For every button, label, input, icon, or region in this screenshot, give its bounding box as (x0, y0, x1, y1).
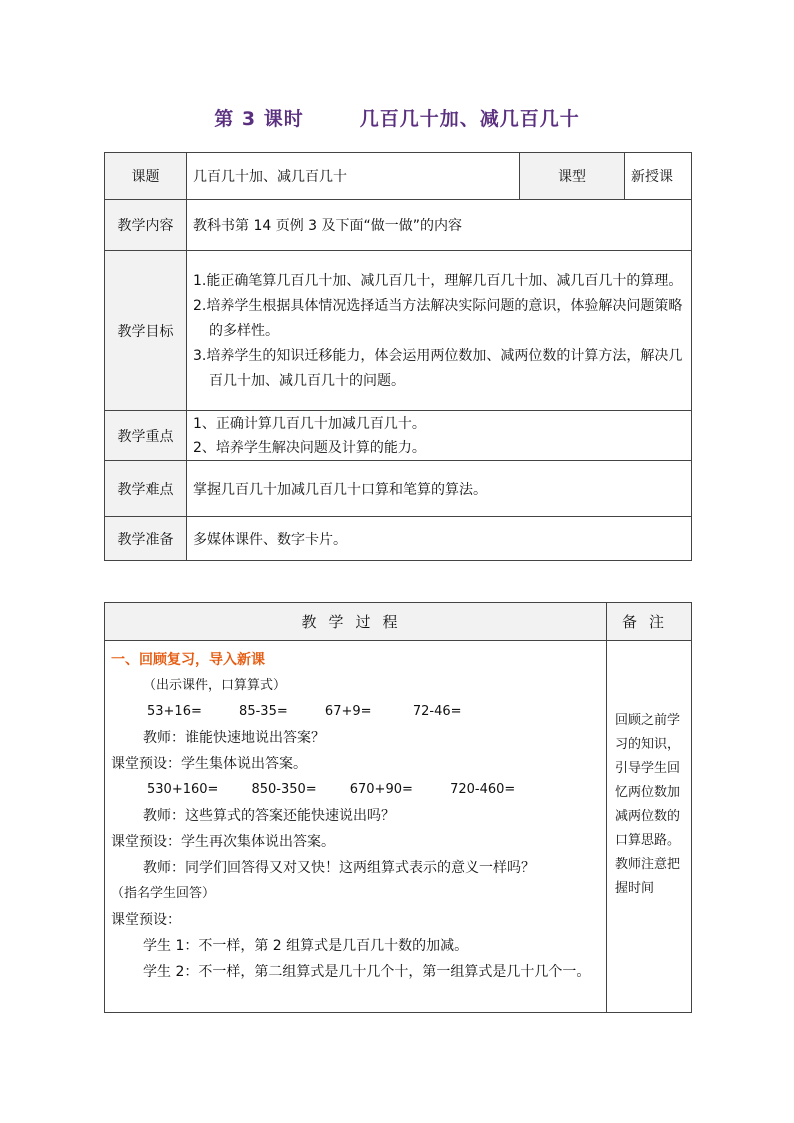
process-line: 课堂预设： (111, 912, 181, 928)
goal-item: 2.培养学生根据具体情况选择适当方法解决实际问题的意识，体验解决问题策略的多样性。 (193, 298, 683, 339)
content-value: 教科书第 14 页例 3 及下面“做一做”的内容 (187, 200, 692, 251)
row-difficulty (105, 461, 692, 517)
process-line: （出示课件，口算算式） (143, 678, 287, 693)
lesson-info-table (104, 152, 692, 561)
focus-list (187, 411, 692, 461)
row-goals (105, 251, 692, 411)
process-header-row (105, 603, 692, 641)
process-line: 学生 2：不一样，第二组算式是几十几个十，第一组算式是几十几个一。 (143, 964, 591, 980)
note-header: 备注 (607, 603, 692, 641)
keti-label: 课题 (105, 153, 187, 200)
process-line: 学生 1：不一样，第 2 组算式是几百几十数的加减。 (143, 938, 469, 954)
goal-item: 3.培养学生的知识迁移能力，体会运用两位数加、减两位数的计算方法，解决几百几十加、减几百几十的问题。 (193, 348, 683, 389)
goal-item: 1.能正确笔算几百几十加、减几百几十，理解几百几十加、减几百几十的算理。 (193, 273, 683, 289)
row-content (105, 200, 692, 251)
goals-label: 教学目标 (105, 251, 187, 411)
focus-item: 2、培养学生解决问题及计算的能力。 (193, 439, 426, 456)
row-keti (105, 153, 692, 200)
process-body-row (105, 641, 692, 1013)
lesson-topic: 几百几十加、减几百几十 (359, 108, 580, 130)
content-label: 教学内容 (105, 200, 187, 251)
prep-label: 教学准备 (105, 517, 187, 561)
focus-item: 1、正确计算几百几十加减几百几十。 (193, 415, 426, 432)
process-line: 教师：同学们回答得又对又快！这两组算式表示的意义一样吗？ (143, 860, 535, 876)
process-header: 教学过程 (105, 603, 607, 641)
focus-label: 教学重点 (105, 411, 187, 461)
process-content (105, 641, 607, 1013)
process-note: 回顾之前学习的知识，引导学生回忆两位数加减两位数的口算思路。教师注意把握时间 (607, 641, 692, 1013)
process-line: 教师：谁能快速地说出答案？ (143, 730, 325, 746)
process-line: 课堂预设：学生再次集体说出答案。 (111, 834, 335, 850)
row-prep (105, 517, 692, 561)
process-line: 教师：这些算式的答案还能快速说出吗？ (143, 808, 395, 824)
process-line: （指名学生回答） (111, 886, 216, 901)
page-title (0, 104, 794, 131)
lesson-number: 第 3 课时 (214, 108, 304, 130)
difficulty-value: 掌握几百几十加减几百几十口算和笔算的算法。 (187, 461, 692, 517)
row-focus (105, 411, 692, 461)
prep-value: 多媒体课件、数字卡片。 (187, 517, 692, 561)
arithmetic-row: 53+16= 85-35= 67+9= 72-46= (147, 704, 462, 719)
goals-list (187, 251, 692, 411)
difficulty-label: 教学难点 (105, 461, 187, 517)
process-line: 课堂预设：学生集体说出答案。 (111, 756, 307, 772)
kexing-value: 新授课 (625, 153, 692, 200)
teaching-process-table (104, 602, 692, 1013)
section-heading: 一、回顾复习，导入新课 (111, 652, 265, 668)
kexing-label: 课型 (520, 153, 625, 200)
keti-value: 几百几十加、减几百几十 (187, 153, 520, 200)
arithmetic-row: 530+160= 850-350= 670+90= 720-460= (147, 782, 516, 797)
